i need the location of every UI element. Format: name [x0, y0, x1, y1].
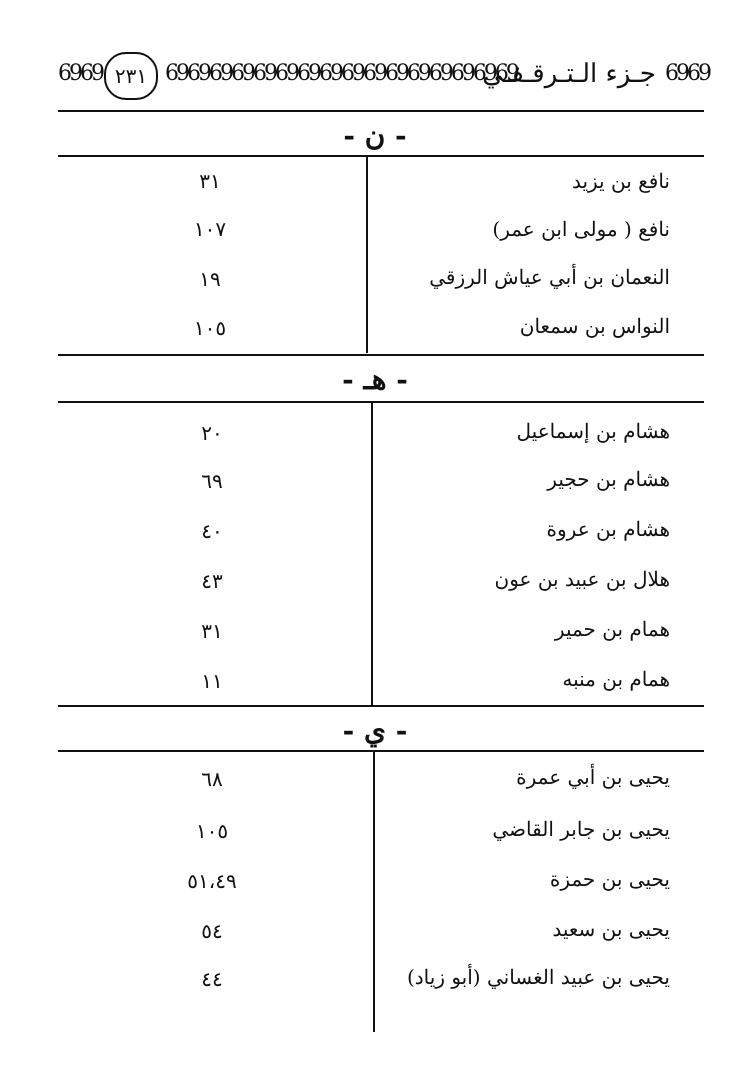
- divider-line: [58, 401, 704, 403]
- entry-name: هشام بن عروة: [546, 517, 670, 541]
- divider-line: [58, 750, 704, 752]
- entry-pages: ٣١: [201, 619, 223, 643]
- entry-pages: ٤٠: [201, 519, 223, 543]
- divider-line: [58, 155, 704, 157]
- entry-name: هشام بن إسماعيل: [516, 419, 670, 443]
- entry-name: يحيى بن سعيد: [552, 917, 670, 941]
- section-letter-nun: - ن -: [343, 119, 407, 152]
- entry-pages: ١٠٥: [193, 316, 227, 340]
- header-ornament-left: 6969: [58, 61, 102, 86]
- entry-pages: ٤٤: [201, 967, 223, 991]
- entry-name: يحيى بن حمزة: [549, 867, 670, 891]
- entry-pages: ٦٩: [201, 469, 223, 493]
- section-letter-ya: - ي -: [342, 714, 408, 747]
- divider-line: [58, 354, 704, 356]
- header-ornament-right: 6969: [665, 61, 709, 86]
- entry-name: همام بن منبه: [562, 667, 670, 691]
- header-ornament-middle: 69696969696969696969696969696969: [165, 61, 517, 86]
- entry-name: يحيى بن جابر القاضي: [492, 817, 670, 841]
- entry-pages: ١٩: [199, 267, 221, 291]
- entry-name: يحيى بن عبيد الغساني (أبو زياد): [406, 965, 670, 989]
- entry-name: نافع ( مولى ابن عمر): [492, 217, 670, 241]
- column-divider: [371, 401, 373, 705]
- entry-pages: ٥١،٤٩: [187, 869, 237, 893]
- page-title: جـزء الـتـرقـفـي: [482, 59, 656, 89]
- entry-pages: ٤٣: [201, 569, 223, 593]
- section-letter-ha: - هـ -: [342, 363, 408, 396]
- divider-line: [58, 110, 704, 112]
- column-divider: [373, 750, 375, 1032]
- column-divider: [366, 155, 368, 353]
- entry-pages: ١١: [201, 669, 223, 693]
- entry-pages: ١٠٧: [193, 217, 227, 241]
- entry-pages: ٥٤: [201, 919, 223, 943]
- entry-pages: ٣١: [199, 169, 221, 193]
- entry-name: هلال بن عبيد بن عون: [494, 567, 670, 591]
- entry-name: النعمان بن أبي عياش الرزقي: [429, 265, 670, 289]
- entry-name: النواس بن سمعان: [519, 314, 670, 338]
- entry-pages: ١٠٥: [195, 819, 229, 843]
- entry-name: نافع بن يزيد: [571, 169, 670, 193]
- entry-name: يحيى بن أبي عمرة: [516, 765, 670, 789]
- page-number: ٢٣١: [104, 52, 158, 100]
- entry-pages: ٦٨: [201, 767, 223, 791]
- divider-line: [58, 705, 704, 707]
- entry-pages: ٢٠: [201, 421, 223, 445]
- entry-name: هشام بن حجير: [547, 467, 670, 491]
- entry-name: همام بن حمير: [554, 617, 670, 641]
